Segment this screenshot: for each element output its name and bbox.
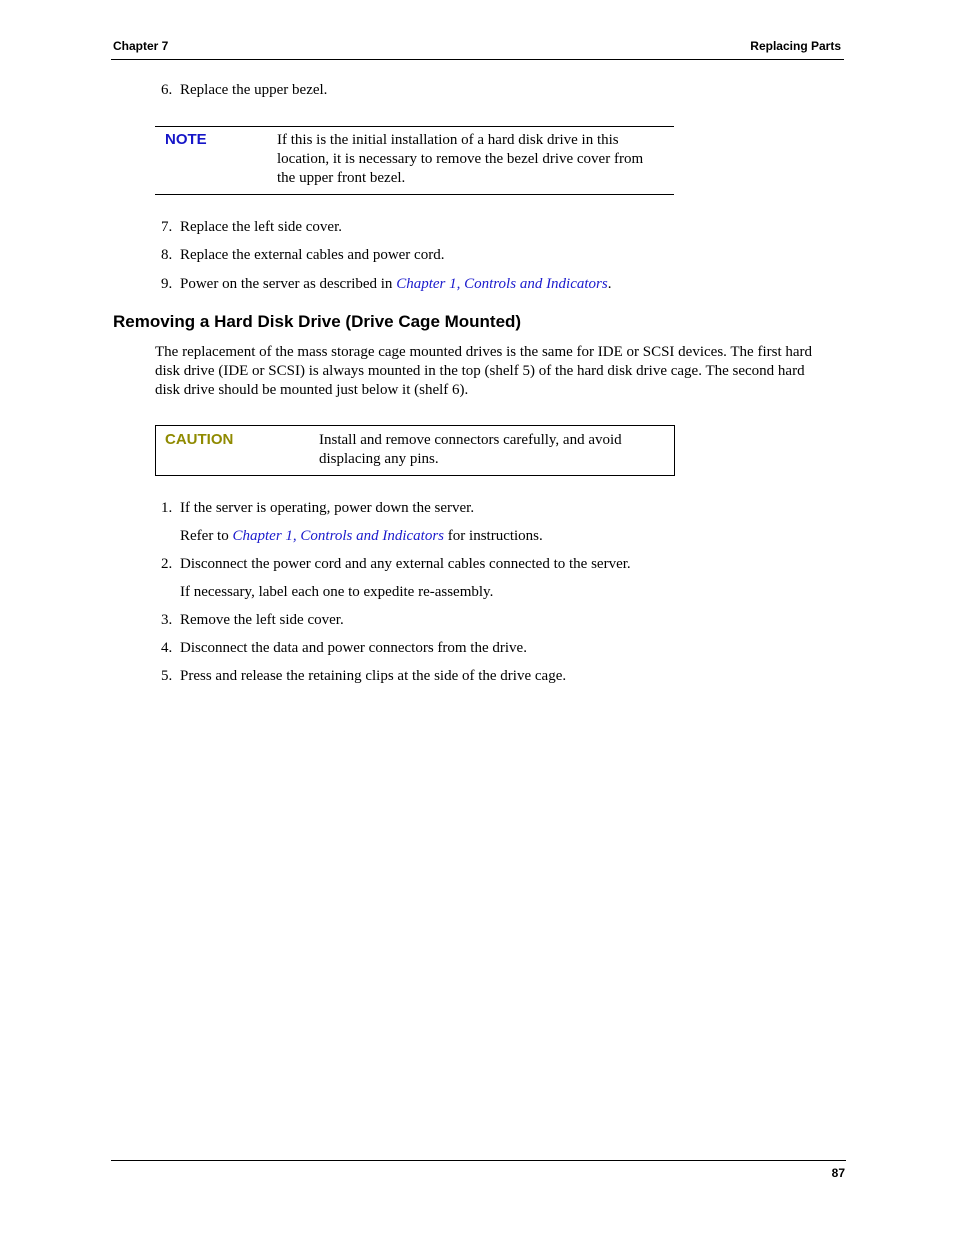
running-header-chapter: Chapter 7: [113, 39, 169, 53]
section-paragraph: [155, 343, 812, 400]
step-number: 4.: [161, 640, 173, 656]
step-sub-after: for instructions.: [444, 528, 543, 544]
step-1-note: [180, 527, 543, 546]
paragraph-line: disk drive should be mounted just below it (shelf 6).: [155, 382, 469, 398]
step-text: Remove the left side cover.: [180, 612, 344, 628]
note-label: NOTE: [165, 131, 207, 148]
step-number: 7.: [161, 219, 173, 235]
step-text: Replace the upper bezel.: [180, 82, 328, 98]
step-text: Replace the external cables and power cord.: [180, 247, 445, 263]
step-sub: If necessary, label each one to expedite re-assembly.: [180, 584, 494, 600]
note-bottom-rule: [155, 194, 674, 195]
note-top-rule: [155, 126, 674, 127]
step-number: 3.: [161, 612, 173, 628]
caution-line: displacing any pins.: [319, 451, 439, 467]
running-header-title: Replacing Parts: [750, 39, 841, 53]
step-sub-before: Refer to: [180, 528, 233, 544]
step-number: 6.: [161, 82, 173, 98]
caution-text: [319, 431, 622, 469]
step-number: 9.: [161, 276, 173, 292]
note-line: the upper front bezel.: [277, 170, 406, 186]
paragraph-line: The replacement of the mass storage cage mounted drives is the same for IDE or SCSI devices. The first hard: [155, 344, 813, 360]
note-line: If this is the initial installation of a hard disk drive in this: [277, 132, 619, 148]
paragraph-line: disk drive (IDE or SCSI) is always mounted in the top (shelf 5) of the hard disk drive cage. The second hard: [155, 363, 805, 379]
step-number: 2.: [161, 556, 173, 572]
step-text: Replace the left side cover.: [180, 219, 343, 235]
chapter-1-link[interactable]: Chapter 1, Controls and Indicators: [232, 528, 445, 544]
step-text-after: .: [607, 276, 612, 292]
chapter-1-link[interactable]: Chapter 1, Controls and Indicators: [396, 276, 608, 292]
step-text: [180, 275, 611, 294]
step-text: Disconnect the data and power connectors from the drive.: [180, 640, 527, 656]
note-line: location, it is necessary to remove the bezel drive cover from: [277, 151, 644, 167]
page-number: 87: [831, 1166, 845, 1180]
step-number: 5.: [161, 668, 173, 684]
section-heading: Removing a Hard Disk Drive (Drive Cage Mounted): [113, 312, 522, 331]
step-text: Disconnect the power cord and any external cables connected to the server.: [180, 556, 631, 572]
header-rule: [111, 59, 844, 60]
step-number: 8.: [161, 247, 173, 263]
caution-label: CAUTION: [165, 431, 234, 448]
step-number: 1.: [161, 500, 173, 516]
step-2-note: [180, 583, 493, 602]
step-text: Press and release the retaining clips at the side of the drive cage.: [180, 668, 567, 684]
caution-line: Install and remove connectors carefully, and avoid: [319, 432, 622, 448]
step-text: If the server is operating, power down the server.: [180, 500, 475, 516]
step-text-before: Power on the server as described in: [180, 276, 397, 292]
footer-rule: [111, 1160, 846, 1161]
note-text: [277, 131, 643, 188]
